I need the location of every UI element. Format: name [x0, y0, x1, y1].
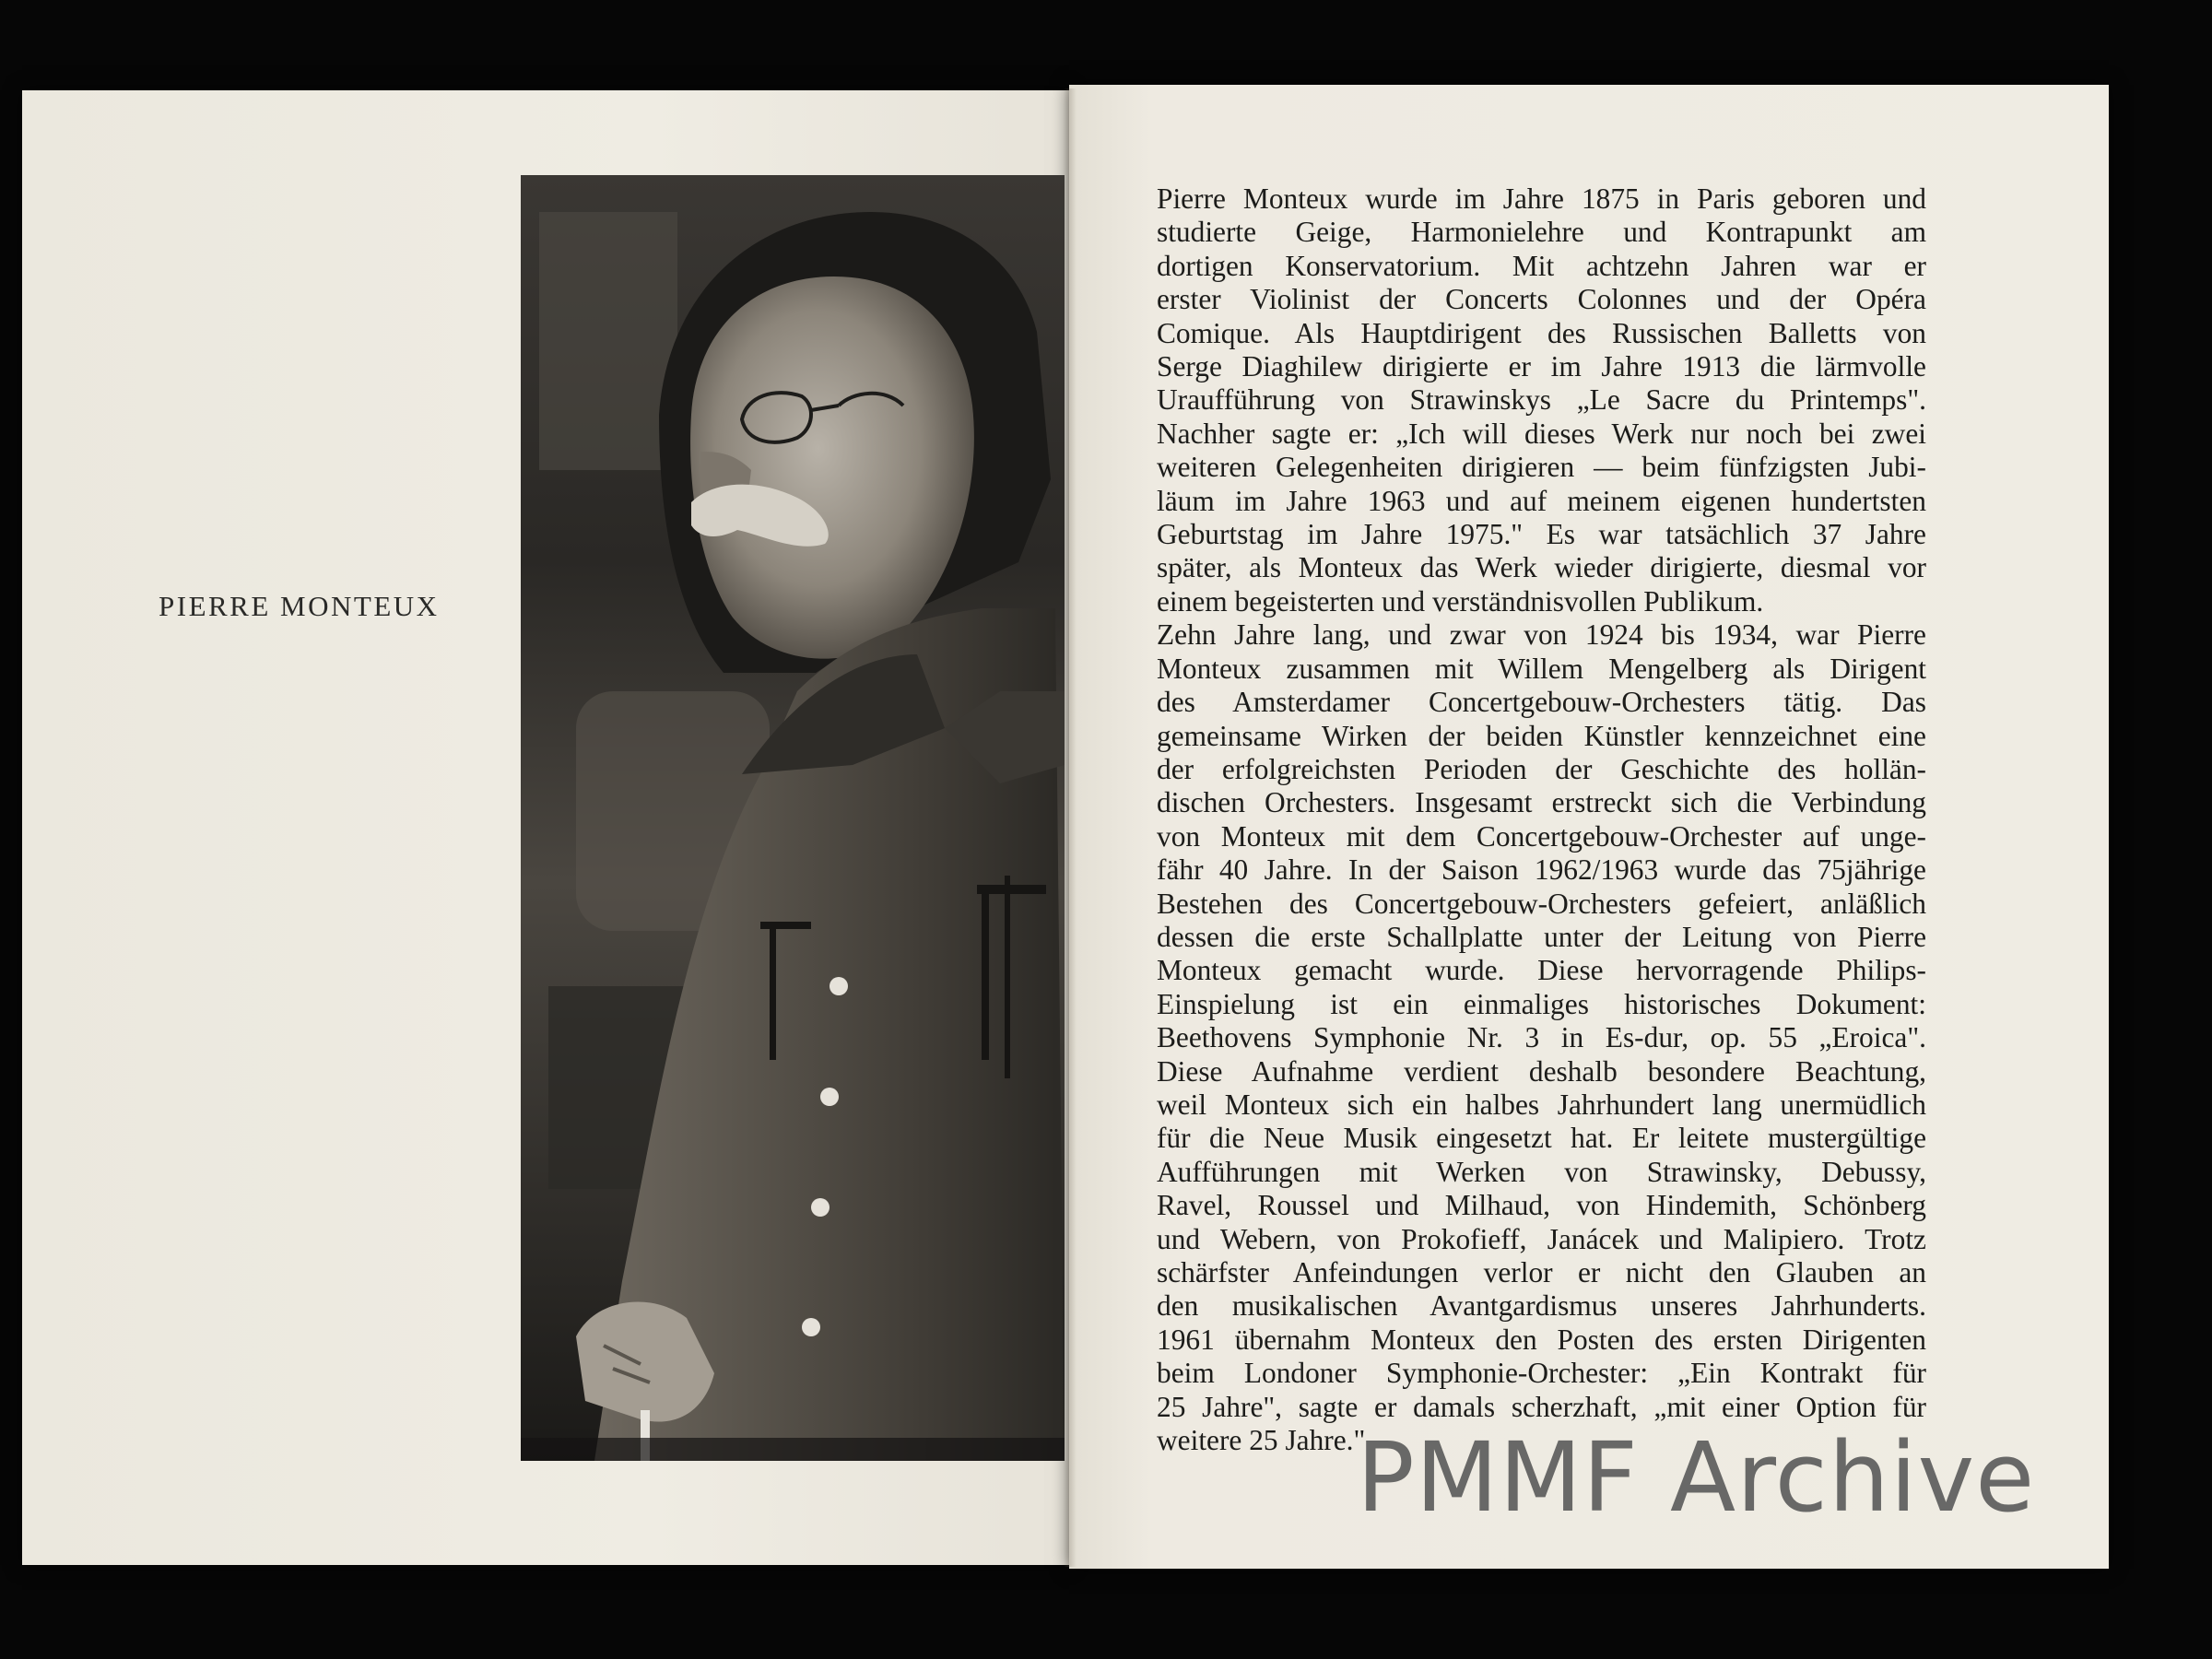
bio-line: beim Londoner Symphonie-Orchester: „Ein Kontrakt für [1157, 1357, 1926, 1390]
bio-line: der erfolgreichsten Perioden der Geschichte des hollän- [1157, 752, 1926, 785]
bio-line: studierte Geige, Harmonielehre und Kontrapunkt am [1157, 216, 1926, 249]
bio-line: Monteux gemacht wurde. Diese hervorragende Philips- [1157, 954, 1926, 987]
bio-line: Comique. Als Hauptdirigent des Russischen Balletts von [1157, 316, 1926, 349]
bio-line: Geburtstag im Jahre 1975." Es war tatsächlich 37 Jahre [1157, 518, 1926, 551]
bio-line: Zehn Jahre lang, und zwar von 1924 bis 1934, war Pierre [1157, 618, 1926, 652]
bio-line: erster Violinist der Concerts Colonnes und der Opéra [1157, 283, 1926, 316]
bio-line: Einspielung ist ein einmaliges historisches Dokument: [1157, 987, 1926, 1020]
biography-text [1157, 182, 1926, 1457]
archive-watermark: PMMF Archive [1357, 1421, 2036, 1534]
bio-line: einem begeisterten und verständnisvollen Publikum. [1157, 584, 1764, 618]
bio-line: weil Monteux sich ein halbes Jahrhundert lang unermüdlich [1157, 1088, 1926, 1121]
bio-line: Pierre Monteux wurde im Jahre 1875 in Paris geboren und [1157, 182, 1926, 215]
portrait-caption: PIERRE MONTEUX [159, 590, 440, 622]
bio-line: Uraufführung von Strawinskys „Le Sacre du Printemps". [1157, 383, 1926, 417]
bio-line: schärfster Anfeindungen verlor er nicht den Glauben an [1157, 1256, 1926, 1288]
conductor-portrait-photo [521, 175, 1065, 1461]
bio-line: Aufführungen mit Werken von Strawinsky, Debussy, [1157, 1155, 1926, 1188]
bio-line: für die Neue Musik eingesetzt hat. Er leitete mustergültige [1157, 1122, 1926, 1155]
page-gutter [1064, 88, 1077, 1567]
bio-line: 1961 übernahm Monteux den Posten des ersten Dirigenten [1157, 1323, 1926, 1356]
bio-line: läum im Jahre 1963 und auf meinem eigenen hundertsten [1157, 484, 1926, 517]
bio-line: weitere 25 Jahre." [1157, 1424, 1366, 1457]
bio-line: fähr 40 Jahre. In der Saison 1962/1963 wurde das 75jährige [1157, 853, 1926, 887]
bio-line: des Amsterdamer Concertgebouw-Orchesters tätig. Das [1157, 686, 1926, 719]
bio-line: den musikalischen Avantgardismus unseres Jahrhunderts. [1157, 1289, 1926, 1323]
bio-line: gemeinsame Wirken der beiden Künstler kennzeichnet eine [1157, 719, 1926, 752]
bio-line: Nachher sagte er: „Ich will dieses Werk nur noch bei zwei [1157, 417, 1926, 450]
bio-line: dischen Orchesters. Insgesamt erstreckt sich die Verbindung [1157, 786, 1926, 819]
bio-line: Diese Aufnahme verdient deshalb besondere Beachtung, [1157, 1054, 1926, 1088]
bio-line: später, als Monteux das Werk wieder dirigierte, diesmal vor [1157, 551, 1926, 584]
bio-line: und Webern, von Prokofieff, Janácek und Malipiero. Trotz [1157, 1222, 1926, 1255]
bio-line: dortigen Konservatorium. Mit achtzehn Jahren war er [1157, 249, 1926, 282]
bio-line: Ravel, Roussel und Milhaud, von Hindemith, Schönberg [1157, 1189, 1926, 1222]
bio-line: Beethovens Symphonie Nr. 3 in Es-dur, op. 55 „Eroica". [1157, 1021, 1926, 1054]
bio-line: Monteux zusammen mit Willem Mengelberg als Dirigent [1157, 652, 1926, 685]
bio-line: Bestehen des Concertgebouw-Orchesters gefeiert, anläßlich [1157, 887, 1926, 920]
bio-line: weiteren Gelegenheiten dirigieren — beim fünfzigsten Jubi- [1157, 451, 1926, 484]
bio-line: 25 Jahre", sagte er damals scherzhaft, „mit einer Option für [1157, 1390, 1926, 1423]
bio-line: dessen die erste Schallplatte unter der Leitung von Pierre [1157, 920, 1926, 953]
bio-line: Serge Diaghilew dirigierte er im Jahre 1913 die lärmvolle [1157, 350, 1926, 383]
bio-line: von Monteux mit dem Concertgebouw-Orchester auf unge- [1157, 819, 1926, 853]
